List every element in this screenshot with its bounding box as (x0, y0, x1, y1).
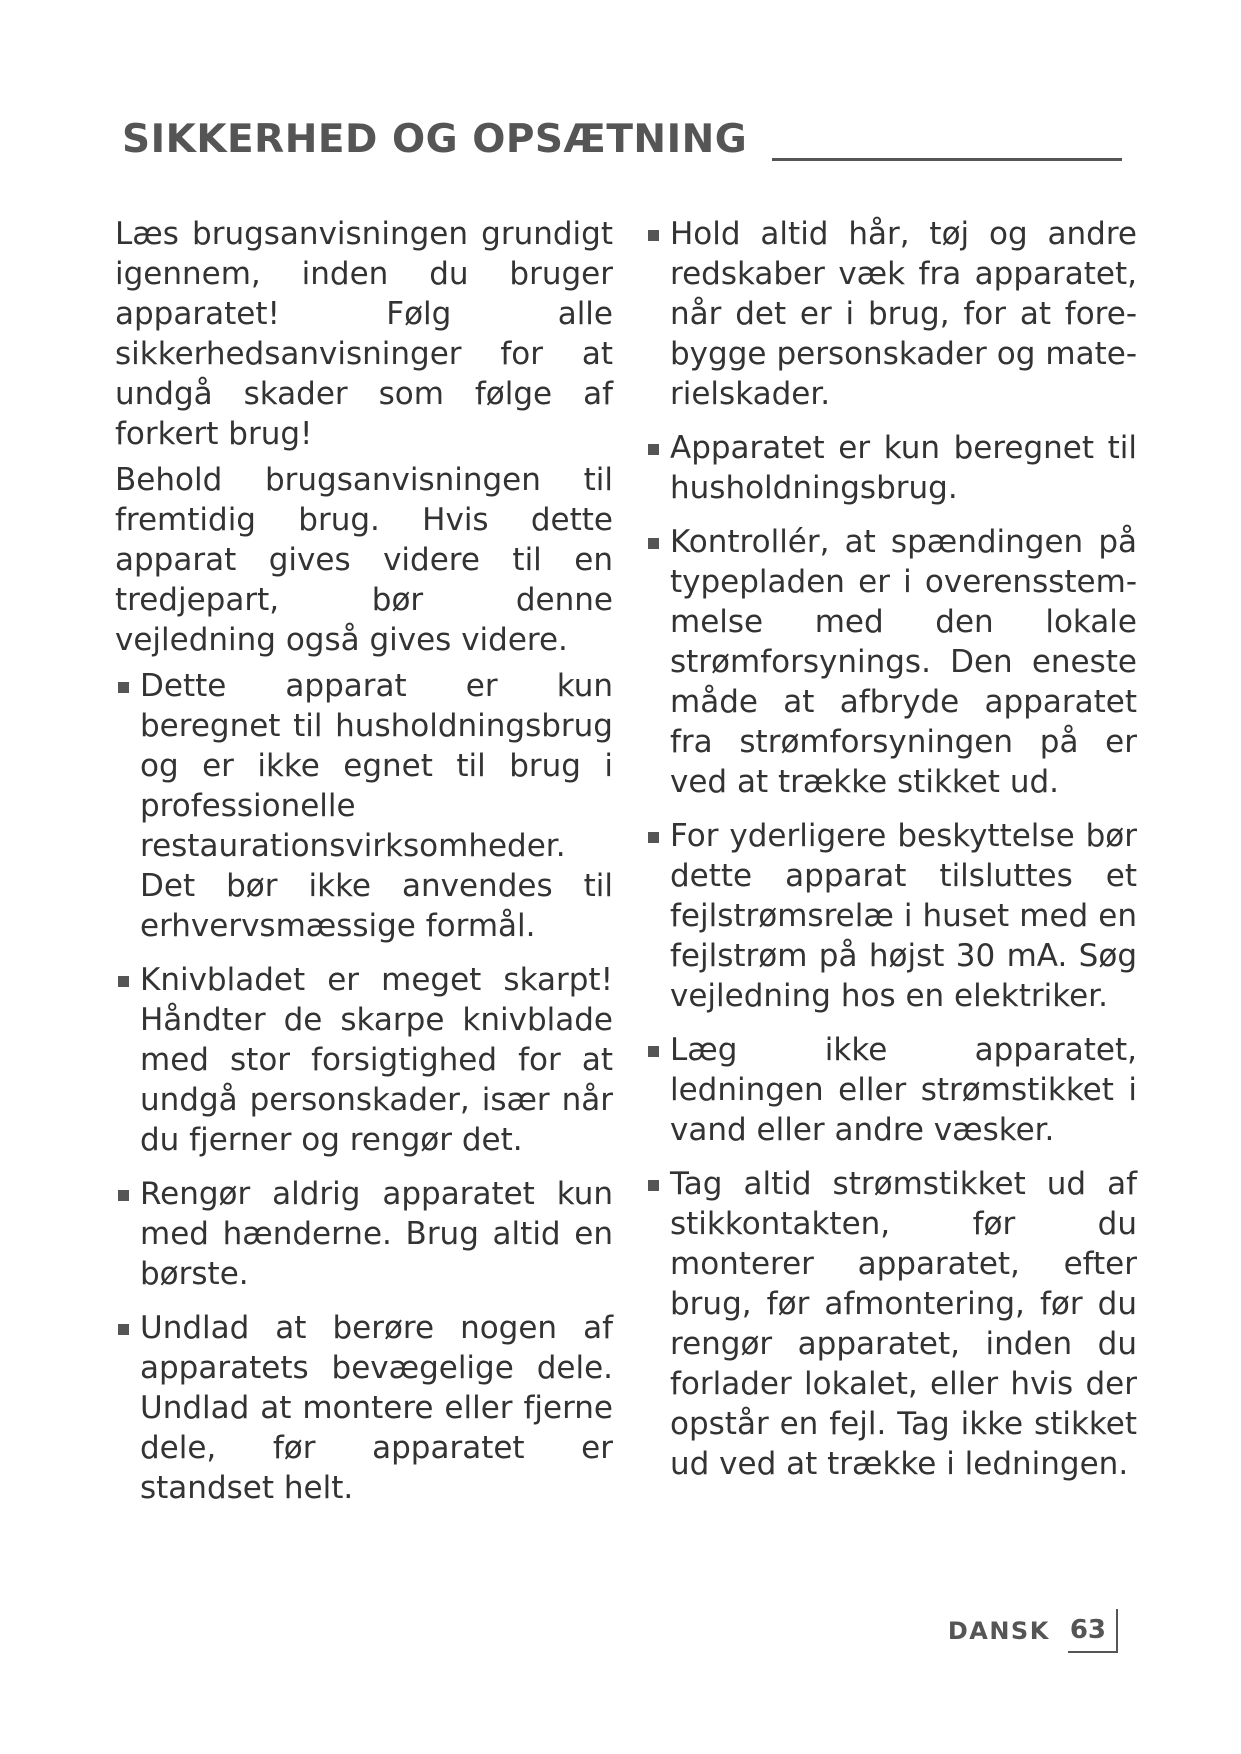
list-item-text: For yderligere beskyttelse bør dette apparat tilsluttes et fejlstrømsrelæ i huset med en fejlstrøm på højst 30 mA. Søg vejledning hos en elektriker. (670, 818, 1137, 1014)
footer-language: DANSK (947, 1617, 1050, 1645)
list-item-text: Hold altid hår, tøj og andre redskaber væk fra apparatet, når det er i brug, for at forebygge personskader og materielskader. (670, 216, 1137, 412)
list-item (115, 1174, 613, 1294)
page-number: 63 (1068, 1609, 1118, 1653)
list-item-text: Kontrollér, at spændingen på typepladen er i overensstemmelse med den lokale strømforsynings. Den eneste måde at afbryde apparatet fra strømforsyningen på er ved at trække stikket ud. (670, 524, 1137, 800)
square-bullet-icon (648, 444, 659, 455)
square-bullet-icon (118, 1190, 129, 1201)
keep-manual-paragraph: Behold brugsanvisningen til fremtidig brug. Hvis dette apparat gives videre til en tredjepart, bør denne vejledning også gives videre. (115, 462, 613, 658)
square-bullet-icon (648, 832, 659, 843)
list-item-text: Tag altid strømstikket ud af stikkontakten, før du monterer apparatet, efter brug, før afmontering, før du rengør apparatet, inden du forlader lokalet, eller hvis der opstår en fejl. Tag ikke stikket ud ved at trække i ledningen. (670, 1166, 1137, 1482)
list-item (645, 522, 1137, 802)
list-item-text: Dette apparat er kun beregnet til husholdningsbrug og er ikke egnet til brug i professionelle restaurationsvirksomheder. Det bør ikke anvendes til erhvervsmæssige formål. (140, 668, 613, 944)
section-header (122, 112, 1122, 168)
list-item (645, 816, 1137, 1016)
list-item-text: Apparatet er kun beregnet til husholdningsbrug. (670, 430, 1137, 506)
list-item-text: Knivbladet er meget skarpt! Håndter de skarpe knivblade med stor forsigtighed for at undgå personskader, især når du fjerner og rengør det. (140, 962, 613, 1158)
intro-paragraph: Læs brugsanvisningen grundigt igennem, inden du bruger apparatet! Følg alle sikkerhedsanvisninger for at undgå skader som følge af forkert brug! (115, 216, 613, 452)
square-bullet-icon (648, 230, 659, 241)
right-column (645, 214, 1137, 1498)
square-bullet-icon (648, 1180, 659, 1191)
header-rule (772, 158, 1122, 161)
list-item (645, 428, 1137, 508)
page-title: SIKKERHED OG OPSÆTNING (122, 117, 748, 162)
square-bullet-icon (118, 976, 129, 987)
list-item (115, 1308, 613, 1508)
list-item (645, 214, 1137, 414)
square-bullet-icon (118, 682, 129, 693)
list-item (645, 1164, 1137, 1484)
list-item-text: Læg ikke apparatet, ledningen eller strømstikket i vand eller andre væsker. (670, 1032, 1137, 1148)
list-item-text: Undlad at berøre nogen af apparatets bevægelige dele. Undlad at montere eller fjerne dele, før apparatet er standset helt. (140, 1310, 613, 1506)
list-item (115, 960, 613, 1160)
left-column (115, 214, 613, 1522)
list-item (115, 666, 613, 946)
square-bullet-icon (118, 1324, 129, 1335)
list-item (645, 1030, 1137, 1150)
square-bullet-icon (648, 1046, 659, 1057)
list-item-text: Rengør aldrig apparatet kun med hænderne. Brug altid en børste. (140, 1176, 613, 1292)
square-bullet-icon (648, 538, 659, 549)
page-footer (948, 1606, 1118, 1656)
